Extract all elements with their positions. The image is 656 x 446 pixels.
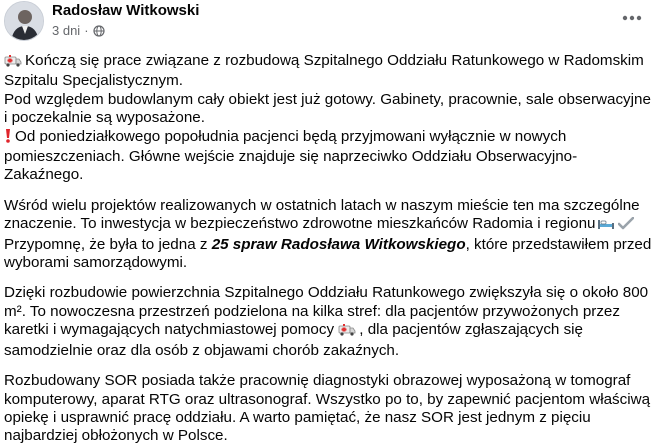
- paragraph-4: [4, 372, 652, 446]
- p1-line-2: Pod względem budowlanym cały obiekt jest już gotowy. Gabinety, pracownie, sale obserwacyjne i poczekalnie są wyposażone.: [4, 90, 651, 127]
- hospital-bed-icon: [597, 217, 615, 235]
- paragraph-3: [4, 284, 652, 360]
- author-name[interactable]: Radosław Witkowski: [52, 2, 200, 19]
- meta-separator: ·: [84, 23, 89, 38]
- ambulance-icon: [4, 54, 22, 72]
- p2-highlight: 25 spraw Radosława Witkowskiego: [211, 235, 466, 253]
- more-horizontal-icon: [622, 8, 642, 26]
- globe-icon: [93, 25, 105, 37]
- post-time[interactable]: 3 dni: [52, 23, 81, 38]
- p1-line-3: Od poniedziałkowego popołudnia pacjenci będą przyjmowani wyłącznie w nowych pomieszczeniach. Główne wejście znajduje się naprzeciwko Oddziału Obserwacyjno-Zakaźnego.: [4, 127, 578, 184]
- p1-line-1: Kończą się prace związane z rozbudową Szpitalnego Oddziału Ratunkowego w Radomskim Szpitalu Specjalistycznym.: [4, 52, 644, 90]
- ambulance-icon: [338, 323, 356, 341]
- avatar[interactable]: [4, 1, 44, 41]
- more-options-button[interactable]: [616, 6, 648, 28]
- p2-text-a: Wśród wielu projektów realizowanych w ostatnich latach w naszym mieście ten ma szczególne znaczenie. To inwestycja w bezpieczeństwo zdrowotne mieszkańców Radomia i regionu: [4, 196, 640, 233]
- p3-text-b: , dla pacjentów zgłaszających się samodzielnie oraz dla osób z objawami chorób zakaźnych.: [4, 321, 583, 359]
- p3-text-a: Dzięki rozbudowie powierzchnia Szpitalnego Oddziału Ratunkowego zwiększyła się o około 800 m². To nowoczesna przestrzeń podzielona na kilka stref: dla pacjentów przywożonych przez karetki i wymagających natychmiastowej pomocy: [4, 284, 649, 339]
- p2-text-d: , które przedstawiłem przed wyborami samorządowymi.: [4, 235, 652, 272]
- post-text: [4, 52, 652, 446]
- post-meta: [52, 23, 105, 38]
- p4-text-a: Rozbudowany SOR posiada także pracownię diagnostyki obrazowej wyposażoną w tomograf komputerowy, aparat RTG oraz ultrasonograf. Wszystko po to, by zapewnić pacjentom właściwą opiekę i usprawnić pracę oddziału. A warto pamiętać, że nasz SOR jest jednym z pięciu najbardziej obłożonych w Polsce.: [4, 372, 651, 445]
- paragraph-2: [4, 197, 652, 273]
- check-mark-icon: [618, 217, 634, 235]
- exclamation-icon: [4, 129, 12, 148]
- p2-text-b: Przypomnę, że była to jedna z: [4, 235, 208, 253]
- post-header: [0, 0, 656, 44]
- paragraph-1: [4, 52, 652, 185]
